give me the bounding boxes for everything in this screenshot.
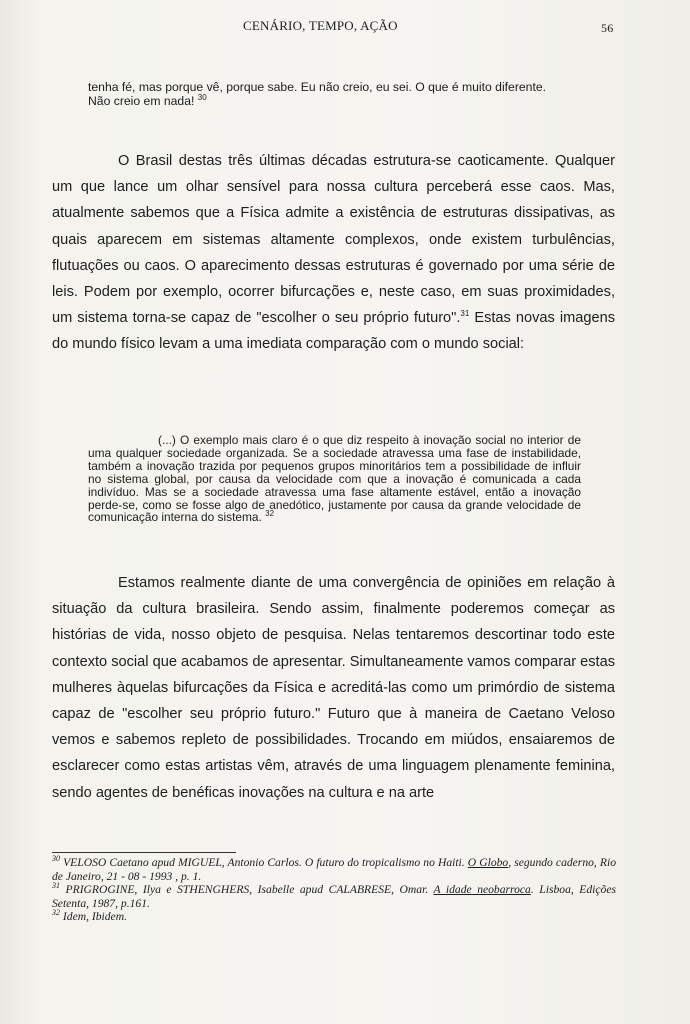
paragraph-2: Estamos realmente diante de uma convergência de opiniões em relação à situação da cultura brasileira. Sendo assim, finalmente poderemos começar as histórias de vida, nosso objeto de pesquisa. Nelas tentaremos descortinar todo este contexto social que acabamos de apresentar. Simultaneamente vamos comparar estas mulheres àquelas bifurcações da Física e acreditá-las como um primórdio de sistema capaz de "escolher seu próprio futuro." Futuro que à maneira de Caetano Veloso vemos e sabemos repleto de possibilidades. Trocando em miúdos, ensaiaremos de esclarecer como estas artistas vêm, através de uma linguagem plenamente feminina, sendo agentes de benéficas inovações na cultura e na arte [52,575,615,801]
footnote-number: 30 [52,854,60,864]
top-quote-line-2-text: Não creio em nada! [88,94,195,108]
footnote-source-title: A idade neobarroca [433,883,531,897]
footnote-ref-31[interactable]: 31 [460,309,470,319]
paragraph-1-tail: Estas novas imagens do mundo físico levam a uma imediata comparação com o mundo social: [52,310,615,353]
footnote-ref-32[interactable]: 32 [265,509,275,519]
block-quote-text: (...) O exemplo mais claro é o que diz respeito à inovação social no interior de uma qualquer sociedade organizada. Se a sociedade atravessa uma fase de instabilidade, também a inovação trazida por pequenos grupos minoritários tem a possibilidade de influir no sistema global, por causa da velocidade com que a inovação é comunicada a cada indivíduo. Mas se a sociedade atravessa uma fase altamente estável, então a inovação perde-se, como se fosse algo de anedótico, justamente por causa da grande velocidade de comunicação interna do sistema. [88,433,581,525]
top-quote [88,80,588,108]
block-quote [88,434,581,524]
top-quote-line-2 [88,94,588,108]
footnote-text: PRIGROGINE, Ilya e STHENGHERS, Isabelle apud CALABRESE, Omar. [65,883,434,897]
footnote-text: VELOSO Caetano apud MIGUEL, Antonio Carlos. O futuro do tropicalismo no Haiti. [63,856,468,869]
footnote-text-tail: , segundo caderno, Rio de Janeiro, 21 - 08 - 1993 , p. 1. [52,856,616,883]
chapter-title: CENÁRIO, TEMPO, AÇÃO [243,18,398,33]
footnote-number: 32 [52,908,60,918]
footnote-divider [52,852,236,853]
footnote-text-tail: . Lisboa, Edições Setenta, 1987, p.161. [52,883,616,910]
paragraph-1-text: O Brasil destas três últimas décadas estrutura-se caoticamente. Qualquer um que lance um olhar sensível para nossa cultura perceberá esse caos. Mas, atualmente sabemos que a Física admite a existência de estruturas dissipativas, as quais aparecem em sistemas altamente complexos, onde existem turbulências, flutuações ou caos. O aparecimento dessas estruturas é governado por uma série de leis. Podem por exemplo, ocorrer bifurcações e, neste caso, em suas proximidades, um sistema torna-se capaz de "escolher o seu próprio futuro". [52,153,615,327]
footnote-31 [52,883,616,910]
page-number: 56 [601,21,614,35]
footnotes [52,856,616,924]
paragraph-1 [52,148,615,358]
footnote-30 [52,856,616,883]
top-quote-line-1: tenha fé, mas porque vê, porque sabe. Eu não creio, eu sei. O que é muito diferente. [88,80,546,94]
footnote-ref-30[interactable]: 30 [197,92,207,102]
footnote-32 [52,910,616,924]
footnote-source-title: O Globo [467,856,509,869]
footnote-number: 31 [52,881,60,891]
footnote-text: Idem, Ibidem. [62,910,127,924]
